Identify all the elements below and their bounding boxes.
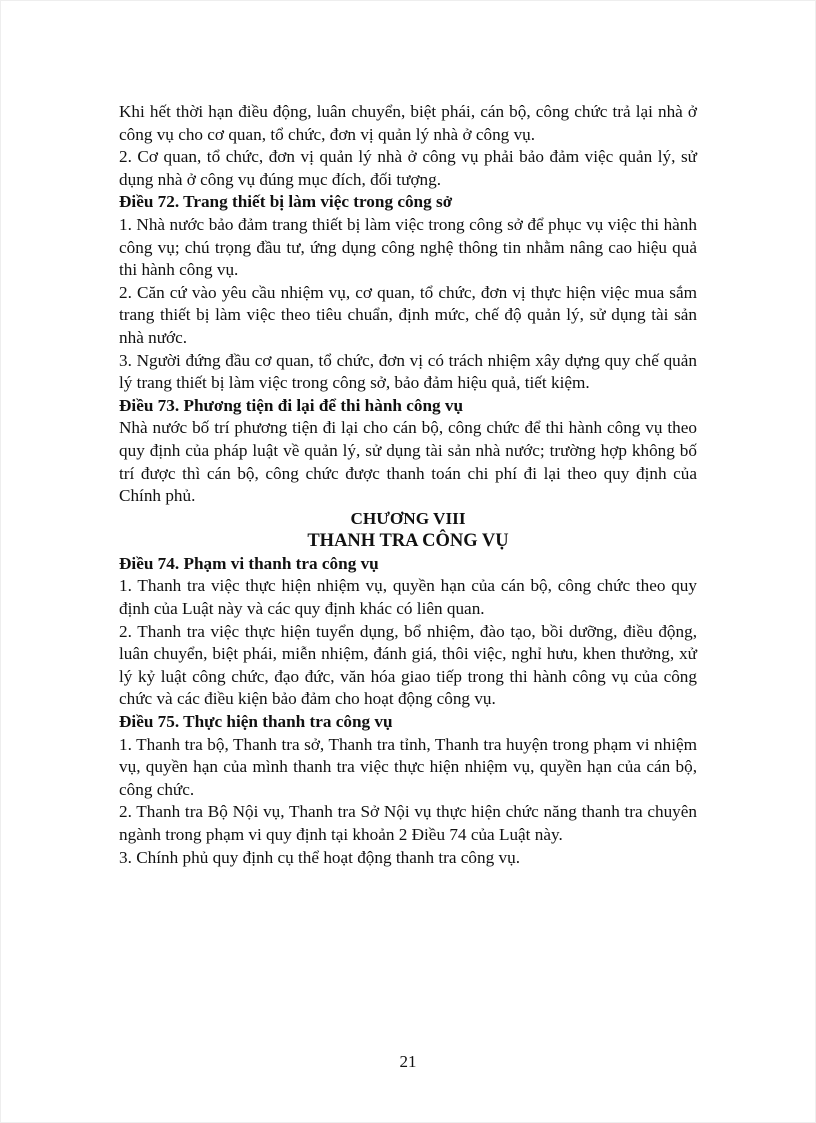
article-74-heading: Điều 74. Phạm vi thanh tra công vụ	[119, 553, 379, 573]
article-75-heading: Điều 75. Thực hiện thanh tra công vụ	[119, 712, 393, 732]
article-72-clause-1: 1. Nhà nước bảo đảm trang thiết bị làm việc trong công sở để phục vụ việc thi hành công vụ; chú trọng đầu tư, ứng dụng công nghệ thông tin nhằm nâng cao hiệu quả thi hành công vụ.	[119, 214, 697, 280]
chapter-title: THANH TRA CÔNG VỤ	[307, 531, 509, 552]
article-74-clause-1: 1. Thanh tra việc thực hiện nhiệm vụ, quyền hạn của cán bộ, công chức theo quy định của Luật này và các quy định khác có liên quan.	[119, 576, 697, 619]
article-72-heading: Điều 72. Trang thiết bị làm việc trong công sở	[119, 192, 453, 212]
document-body	[119, 101, 697, 869]
article-74-clause-2: 2. Thanh tra việc thực hiện tuyển dụng, bổ nhiệm, đào tạo, bồi dưỡng, điều động, luân chuyển, biệt phái, miễn nhiệm, đánh giá, thôi việc, nghỉ hưu, khen thưởng, xử lý kỷ luật công chức, đạo đức, văn hóa giao tiếp trong thi hành công vụ của công chức và các điều kiện bảo đảm cho hoạt động công vụ.	[119, 621, 697, 709]
page-number: 21	[399, 1052, 417, 1071]
article-72-clause-3: 3. Người đứng đầu cơ quan, tổ chức, đơn vị có trách nhiệm xây dựng quy chế quản lý trang thiết bị làm việc trong công sở, bảo đảm hiệu quả, tiết kiệm.	[119, 350, 697, 393]
article-75-clause-3: 3. Chính phủ quy định cụ thể hoạt động thanh tra công vụ.	[119, 847, 520, 867]
paragraph-luan-chuyen-tra-nha: Khi hết thời hạn điều động, luân chuyển, biệt phái, cán bộ, công chức trả lại nhà ở công vụ cho cơ quan, tổ chức, đơn vị quản lý nhà ở công vụ.	[119, 102, 697, 144]
article-75-clause-2: 2. Thanh tra Bộ Nội vụ, Thanh tra Sở Nội vụ thực hiện chức năng thanh tra chuyên ngành trong phạm vi quy định tại khoản 2 Điều 74 của Luật này.	[119, 802, 697, 844]
article-72-clause-2: 2. Căn cứ vào yêu cầu nhiệm vụ, cơ quan, tổ chức, đơn vị thực hiện việc mua sắm trang thiết bị làm việc theo tiêu chuẩn, định mức, chế độ quản lý, sử dụng tài sản nhà nước.	[119, 282, 697, 347]
article-73-heading: Điều 73. Phương tiện đi lại để thi hành công vụ	[119, 395, 464, 415]
paragraph-quan-ly-nha-o: 2. Cơ quan, tổ chức, đơn vị quản lý nhà ở công vụ phải bảo đảm việc quản lý, sử dụng nhà ở công vụ đúng mục đích, đối tượng.	[119, 147, 697, 189]
article-75-clause-1: 1. Thanh tra bộ, Thanh tra sở, Thanh tra tỉnh, Thanh tra huyện trong phạm vi nhiệm vụ, quyền hạn của mình thanh tra việc thực hiện nhiệm vụ, quyền hạn của cán bộ, công chức.	[119, 734, 697, 799]
chapter-number: CHƯƠNG VIII	[350, 508, 466, 528]
article-73-body: Nhà nước bố trí phương tiện đi lại cho cán bộ, công chức để thi hành công vụ theo quy định của pháp luật về quản lý, sử dụng tài sản nhà nước; trường hợp không bố trí được thì cán bộ, công chức được thanh toán chi phí đi lại theo quy định của Chính phủ.	[119, 418, 697, 506]
